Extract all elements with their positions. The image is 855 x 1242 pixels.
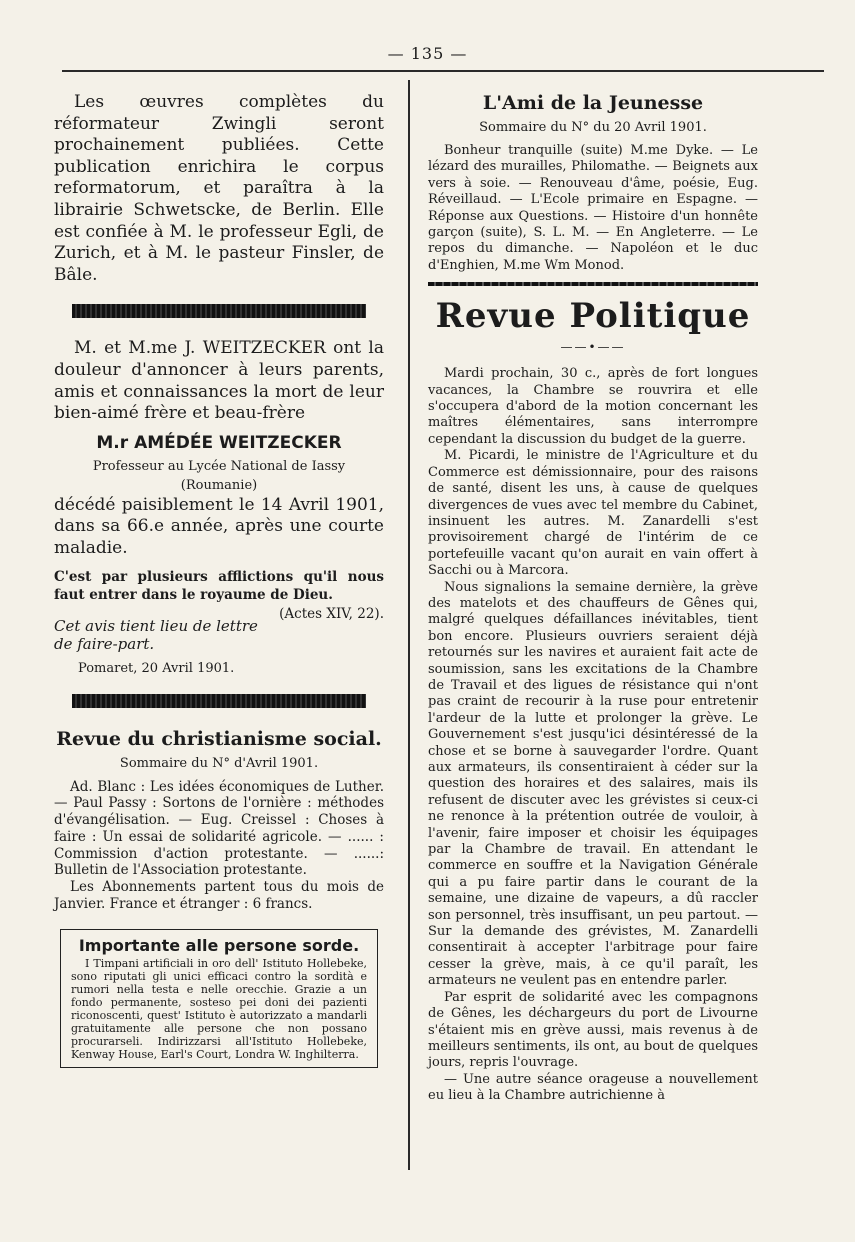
deceased-title: Professeur au Lycée National de Iassy (92, 458, 346, 474)
revue-christianisme-section (54, 728, 384, 913)
death-notice (54, 338, 384, 675)
revue-politique-section (428, 296, 758, 1104)
advertisement-title: Importante alle persone sorde. (78, 935, 360, 955)
section-title: Revue du christianisme social. (56, 727, 382, 750)
sommaire-line: Sommaire du N° du 20 Avril 1901. (479, 120, 707, 135)
death-announcement: M. et M.me J. WEITZECKER ont la douleur d'annoncer à leurs parents, amis et connaissances la mort de leur bien-aimé frère et beau-frère (54, 338, 384, 424)
death-details: décédé paisiblement le 14 Avril 1901, dans sa 66.e année, après une courte maladie. (54, 494, 384, 558)
deceased-country: (Roumanie) (180, 477, 258, 493)
article-paragraph: Mardi prochain, 30 c., après de fort longues vacances, la Chambre se rouvrira et elle s'occupera d'abord de la motion concernant les maîtres élémentaires, sans interrompre cependant la discussion du budget de la guerre. (428, 366, 758, 447)
separator-bar (428, 282, 758, 286)
zwingli-notice: Les œuvres complètes du réformateur Zwingli seront prochainement publiées. Cette publication enrichira le corpus reformatorum, et paraîtra à la librairie Schwetscke, de Berlin. Elle est confiée à M. le professeur Egli, de Zurich, et à M. le pasteur Finsler, de Bâle. (54, 92, 384, 285)
sommaire-line: Sommaire du N° d'Avril 1901. (119, 755, 319, 771)
contents-list: Ad. Blanc : Les idées économiques de Luther. — Paul Passy : Sortons de l'ornière : méthodes d'évangélisation. — Eug. Creissel : Choses à faire : Un essai de solidarité agricole. — ...... : Commission d'action protestante. — ......: Bulletin de l'Association protestante. (54, 778, 384, 879)
faire-part-note: Cet avis tient lieu de lettre de faire-part. (54, 616, 258, 653)
contents-list: Bonheur tranquille (suite) M.me Dyke. — Le lézard des murailles, Philomathe. — Beignets aux vers à soie. — Renouveau d'âme, poésie, Eug. Réveillaud. — L'Ecole primaire en Espagne. — Réponse aux Questions. — Histoire d'un honnête garçon (suite), S. L. M. — En Angleterre. — Le repos du dimanche. — Napoléon et le duc d'Enghien, M.me Wm Monod. (428, 143, 758, 273)
bible-verse (54, 568, 384, 622)
verse-text: C'est par plusieurs afflictions qu'il nous faut entrer dans le royaume de Dieu. (54, 568, 384, 603)
advertisement-box (60, 929, 378, 1068)
place-date: Pomaret, 20 Avril 1901. (78, 660, 235, 676)
ami-jeunesse-section (428, 92, 758, 274)
right-column (428, 92, 758, 1105)
article-paragraph: Par esprit de solidarité avec les compagnons de Gênes, les déchargeurs du port de Livourne s'étaient mis en grève aussi, mais revenus à de meilleurs sentiments, ils ont, au bout de quelques jours, repris l'ouvrage. (428, 989, 758, 1071)
top-rule (62, 70, 824, 72)
section-title: L'Ami de la Jeunesse (482, 92, 704, 114)
subscription-note: Les Abonnements partent tous du mois de Janvier. France et étranger : 6 francs. (54, 879, 384, 913)
article-paragraph: M. Picardi, le ministre de l'Agriculture et du Commerce est démissionnaire, pour des raisons de santé, disent les uns, à cause de quelques divergences de vues avec tel membre du Cabinet, insinuent les autres. M. Zanardelli s'est provisoirement chargé de l'intérim de ce portefeuille vacant qu'on aurait en vain offert à Sacchi ou à Marcora. (428, 448, 758, 579)
left-column (54, 92, 384, 1068)
separator-bar (72, 694, 366, 708)
article-paragraph: Nous signalions la semaine dernière, la grève des matelots et des chauffeurs de Gênes qui, malgré quelques défaillances inévitables, tient bon encore. Plusieurs ouvriers seraient déjà retournés sur les navires et auraient fait acte de soumission, sans les excitations de la Chambre de Travail et des ligues de résistance qui n'ont pas craint de recourir à la ruse pour entretenir l'ardeur de la lutte et prolonger la grève. Le Gouvernement s'est jusqu'ici désintéressé de la chose et se borne à sauvegarder l'ordre. Quant aux armateurs, ils consentiraient à céder sur la question des horaires et des salaires, mais ils refusent de discuter avec les grévistes si ceux-ci ne renonce à la prétention outrée de vouloir, à l'avenir, faire imposer et choisir les équipages par la Chambre de travail. En attendant le commerce en souffre et la Navigation Générale qui a pu faire partir dans le courant de la semaine, une dizaine de vapeurs, a dû raccler son personnel, très insuffisant, un peu partout. — Sur la demande des grévistes, M. Zanardelli consentirait à accepter l'arbitrage pour faire cesser la grève, mais, à ce qu'il paraît, les armateurs ne veulent pas en entendre parler. (428, 579, 758, 989)
separator-bar (72, 304, 366, 318)
article-paragraph: — Une autre séance orageuse a nouvellement eu lieu à la Chambre autrichienne à (428, 1071, 758, 1104)
revue-politique-title: Revue Politique (435, 296, 751, 337)
advertisement-body: I Timpani artificiali in oro dell' Istituto Hollebeke, sono riputati gli unici efficaci contro la sordità e rumori nella testa e nelle orecchie. Grazie a un fondo permanente, sosteso pei doni dei pazienti riconoscenti, quest' Istituto è autorizzato a mandarli gratuitamente alle persone che non possano procurarseli. Indirizzarsi all'Istituto Hollebeke, Kenway House, Earl's Court, Londra W. Inghilterra. (71, 956, 367, 1061)
ornament-rule: ——•—— (560, 340, 626, 355)
page-number: — 135 — (387, 44, 468, 63)
column-divider (408, 80, 410, 1170)
verse-reference: (Actes XIV, 22). (279, 605, 384, 622)
deceased-name: M.r AMÉDÉE WEITZECKER (96, 432, 342, 453)
